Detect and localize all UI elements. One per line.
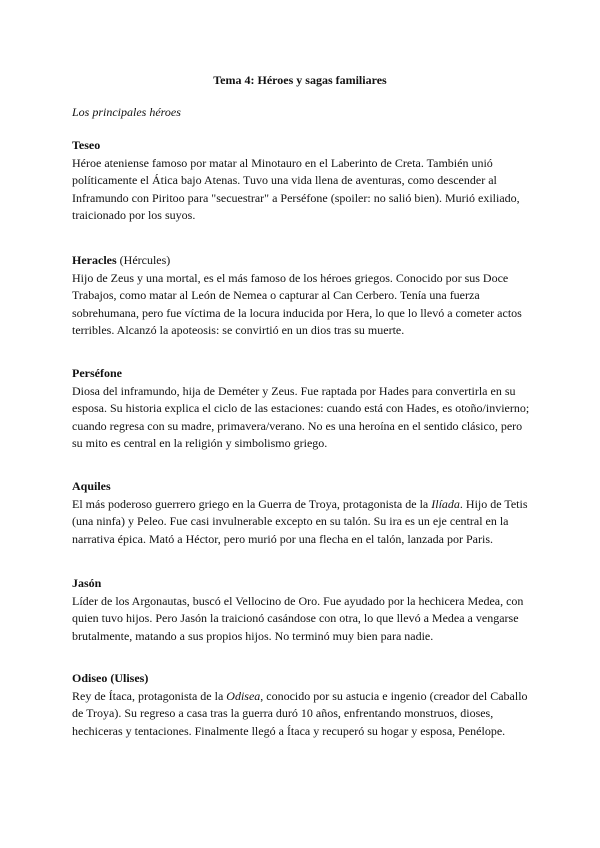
hero-description: Líder de los Argonautas, buscó el Vellocino de Oro. Fue ayudado por la hechicera Medea, con quien tuvo hijos. Pero Jasón la traicionó casándose con otra, lo que llevó a Medea a vengarse brutalmente, matando a sus propios hijos. No terminó muy bien para nadie.: [72, 593, 524, 643]
hero-description: [72, 688, 532, 741]
hero-entry-aquiles: [72, 478, 532, 548]
hero-entry-odiseo: [72, 670, 532, 740]
hero-entry-heracles: [72, 252, 532, 340]
description-text: , conocido por su astucia e ingenio (creador del Caballo de Troya). Su regreso a casa tras la guerra duró 10 años, enfrentando monstruos, dioses, hechiceras y tentaciones. Finalmente llegó a Ítaca y recuperó su hogar y esposa, Penélope.: [72, 688, 528, 738]
description-text: . Hijo de Tetis (una ninfa) y Peleo. Fue casi invulnerable excepto en su talón. Su ira es un eje central en la narrativa épica. Mató a Héctor, pero murió por una flecha en el talón, lanzada por Paris.: [72, 496, 528, 546]
hero-entry-teseo: [72, 137, 532, 225]
hero-description: Hijo de Zeus y una mortal, es el más famoso de los héroes griegos. Conocido por sus Doce Trabajos, como matar al León de Nemea o capturar al Can Cerbero. Tenía una fuerza sobrehumana, pero fue víctima de la locura inducida por Hera, lo que lo llevó a cometer actos terribles. Alcanzó la apoteosis: se convirtió en un dios tras su muerte.: [72, 270, 522, 338]
hero-name: Perséfone: [72, 366, 122, 380]
hero-entry-persefone: [72, 365, 532, 453]
hero-heading: [72, 137, 532, 155]
hero-description: Diosa del inframundo, hija de Deméter y Zeus. Fue raptada por Hades para convertirla en su esposa. Su historia explica el ciclo de las estaciones: cuando está con Hades, es otoño/invierno; cuando regresa con su madre, primavera/verano. No es una heroína en el sentido clásico, pero su mito es central en la religión y simbolismo griego.: [72, 383, 530, 451]
hero-heading: [72, 575, 532, 593]
hero-heading: [72, 478, 532, 496]
hero-description: Héroe ateniense famoso por matar al Minotauro en el Laberinto de Creta. También unió políticamente el Ática bajo Atenas. Tuvo una vida llena de aventuras, como descender al Inframundo con Piritoo para "secuestrar" a Perséfone (spoiler: no salió bien). Murió exiliado, traicionado por los suyos.: [72, 155, 520, 223]
hero-description: [72, 496, 532, 549]
hero-heading: [72, 670, 532, 688]
description-text: El más poderoso guerrero griego en la Guerra de Troya, protagonista de la: [72, 496, 432, 511]
hero-name: Aquiles: [72, 479, 111, 493]
hero-heading: [72, 365, 532, 383]
hero-name: Odiseo (Ulises): [72, 671, 149, 685]
hero-heading: [72, 252, 532, 270]
description-text: Rey de Ítaca, protagonista de la: [72, 688, 227, 703]
hero-entry-jason: [72, 575, 532, 645]
work-title: Ilíada: [431, 496, 460, 511]
section-subtitle: Los principales héroes: [72, 105, 181, 119]
work-title: Odisea: [226, 688, 261, 703]
hero-name: Heracles: [72, 253, 117, 267]
hero-name: Teseo: [72, 138, 101, 152]
hero-alias: (Hércules): [119, 253, 171, 267]
hero-name: Jasón: [72, 576, 102, 590]
document-title: Tema 4: Héroes y sagas familiares: [213, 73, 387, 87]
